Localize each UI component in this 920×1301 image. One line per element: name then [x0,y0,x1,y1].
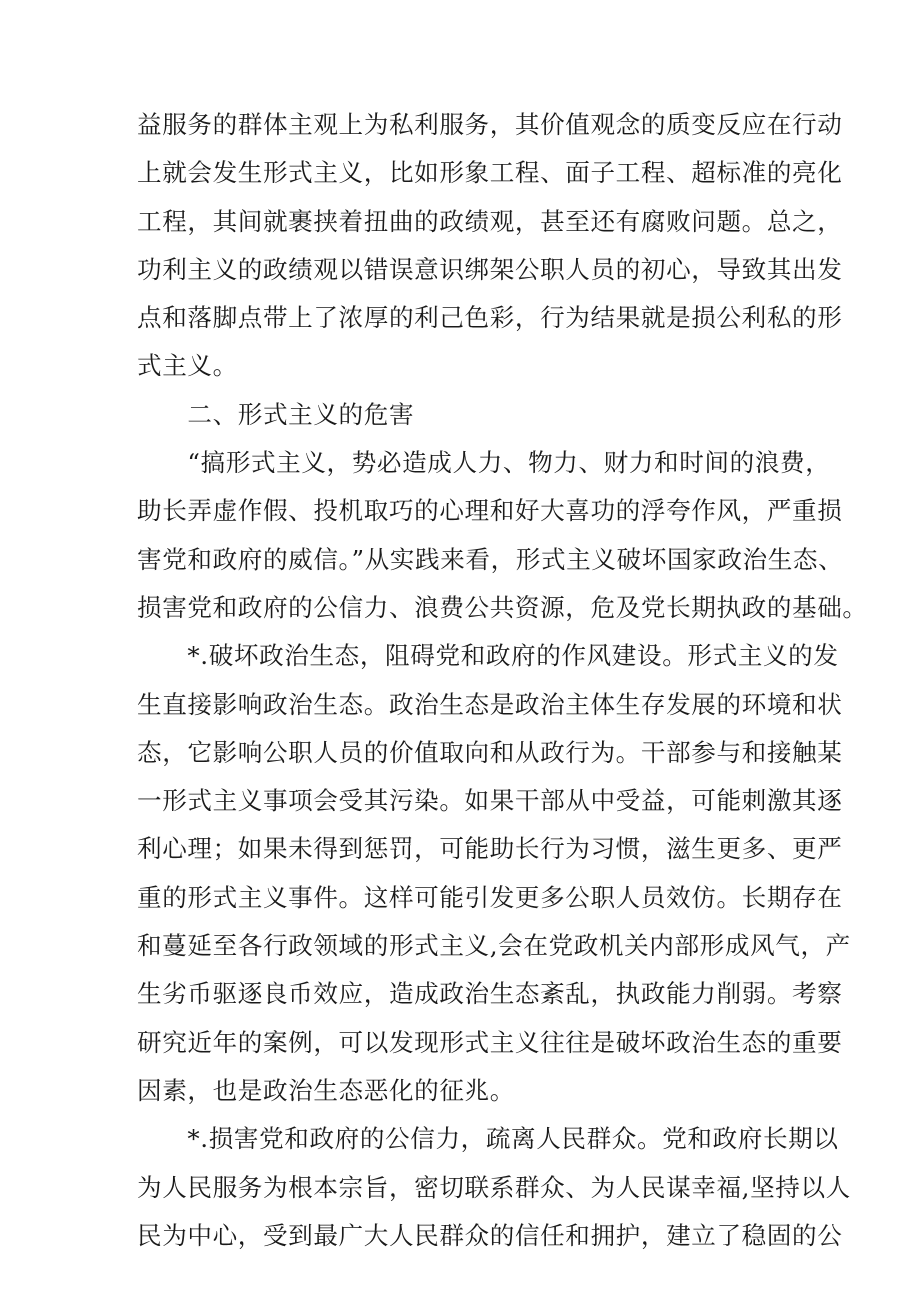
body-text [137,101,868,1260]
text-line: 利心理；如果未得到惩罚，可能助长行为习惯，滋生更多、更严 [137,834,843,864]
text-line: 上就会发生形式主义，比如形象工程、面子工程、超标准的亮化 [137,158,843,188]
text-line: 一形式主义事项会受其污染。如果干部从中受益，可能刺激其逐 [137,786,843,816]
text-line: 益服务的群体主观上为私利服务，其价值观念的质变反应在行动 [137,110,843,139]
section-heading: 二、形式主义的危害 [137,399,415,429]
text-line: 态，它影响公职人员的价值取向和从政行为。干部参与和接触某 [137,737,843,767]
text-line: 为人民服务为根本宗旨，密切联系群众、为人民谋幸福,坚持以人 [137,1172,851,1202]
text-line: 生直接影响政治生态。政治生态是政治主体生存发展的环境和状 [137,689,843,719]
text-line: *.损害党和政府的公信力，疏离人民群众。党和政府长期以 [137,1124,839,1154]
text-line: 工程，其间就裹挟着扭曲的政绩观，甚至还有腐败问题。总之， [137,206,843,236]
text-line: “搞形式主义，势必造成人力、物力、财力和时间的浪费， [137,448,831,478]
text-line: 助长弄虚作假、投机取巧的心理和好大喜功的浮夸作风，严重损 [137,496,843,526]
text-line: 因素，也是政治生态恶化的征兆。 [137,1075,515,1105]
text-line: 点和落脚点带上了浓厚的利己色彩，行为结果就是损公利私的形 [137,303,843,333]
text-line: 生劣币驱逐良币效应，造成政治生态紊乱，执政能力削弱。考察 [137,979,843,1009]
text-line: 和蔓延至各行政领域的形式主义,会在党政机关内部形成风气，产 [137,931,851,961]
text-line: 损害党和政府的公信力、浪费公共资源，危及党长期执政的基础。 [137,592,868,622]
text-line: 害党和政府的威信。”从实践来看，形式主义破坏国家政治生态、 [137,544,844,574]
text-line: 研究近年的案例，可以发现形式主义往往是破坏政治生态的重要 [137,1027,843,1057]
text-line: 民为中心，受到最广大人民群众的信任和拥护，建立了稳固的公 [137,1220,843,1250]
text-line: 功利主义的政绩观以错误意识绑架公职人员的初心，导致其出发 [137,254,843,284]
text-line: 式主义。 [137,351,238,381]
text-line: *.破坏政治生态，阻碍党和政府的作风建设。形式主义的发 [137,641,839,671]
text-line: 重的形式主义事件。这样可能引发更多公职人员效仿。长期存在 [137,882,843,912]
